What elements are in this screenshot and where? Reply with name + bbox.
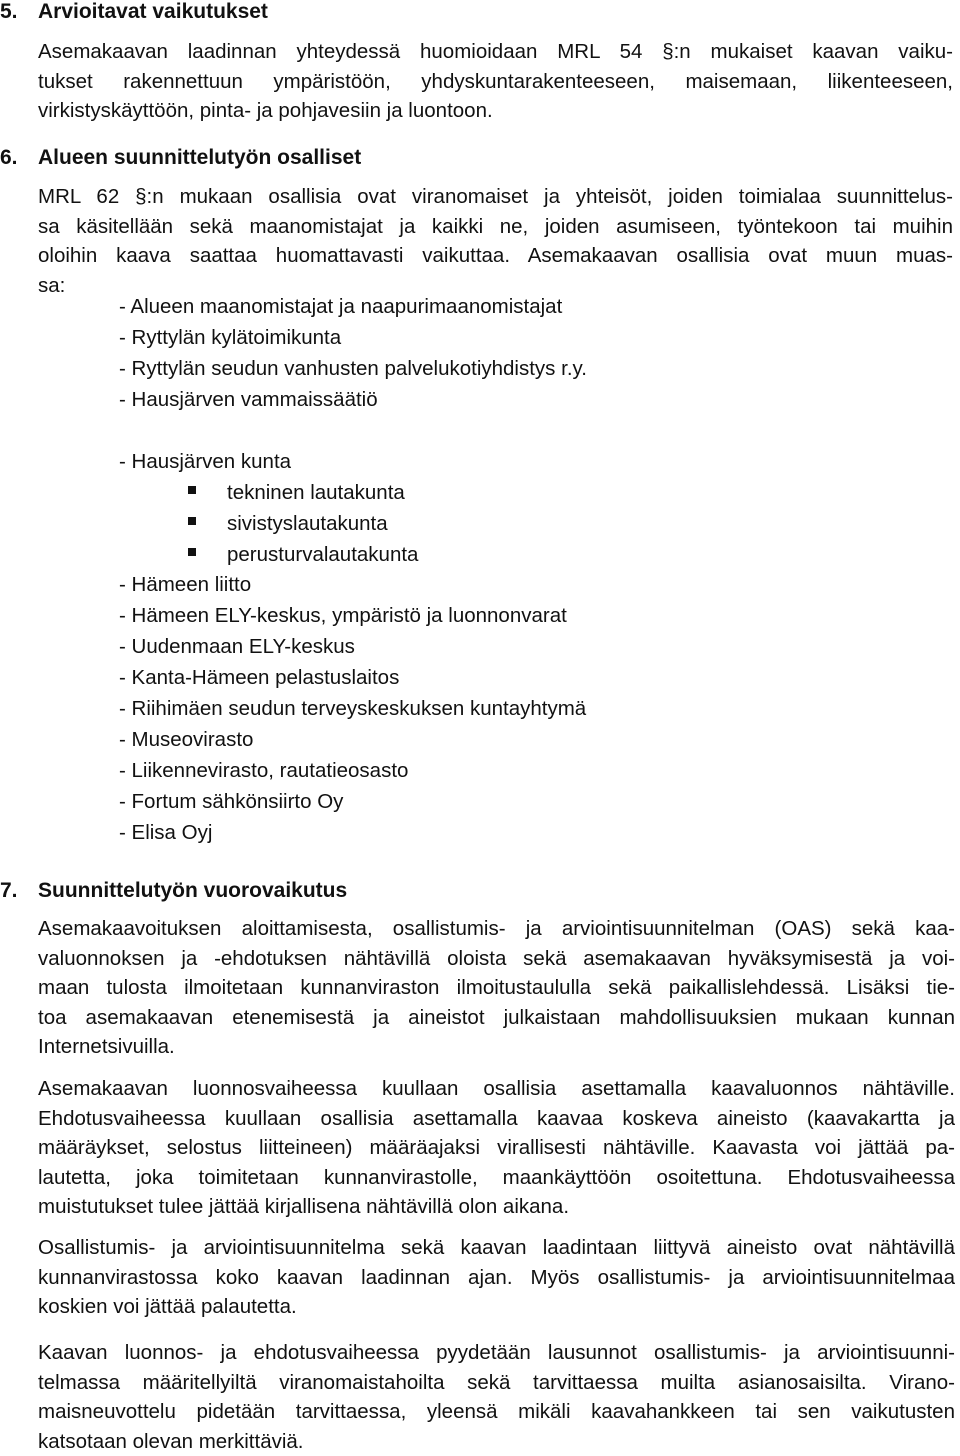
text-line: lautetta, joka toimitetaan kunnanvirastolle, maankäyttöön osoitettuna. Ehdotusvaiheessa xyxy=(38,1163,955,1193)
list-item: - Ryttylän kylätoimikunta xyxy=(119,326,341,350)
section-7-title: Suunnittelutyön vuorovaikutus xyxy=(38,879,347,902)
list-item: - Elisa Oyj xyxy=(119,821,212,845)
sub-list-item: perusturvalautakunta xyxy=(227,543,418,567)
list-item: - Fortum sähkönsiirto Oy xyxy=(119,790,343,814)
text-line: Kaavan luonnos- ja ehdotusvaiheessa pyydetään lausunnot osallistumis- ja arviointisuunni- xyxy=(38,1338,955,1368)
section-5-heading xyxy=(0,0,268,24)
square-bullet-icon xyxy=(188,517,196,525)
list-item: - Hausjärven kunta xyxy=(119,450,291,474)
section-7-paragraph-1 xyxy=(38,914,955,1062)
text-line: valuonnoksen ja -ehdotuksen nähtävillä oloista sekä asemakaavan hyväksymisestä ja voi- xyxy=(38,944,955,974)
text-line: tukset rakennettuun ympäristöön, yhdyskuntarakenteeseen, maisemaan, liikenteeseen, xyxy=(38,67,953,97)
text-line: oloihin kaava saattaa huomattavasti vaikuttaa. Asemakaavan osallisia ovat muun muas- xyxy=(38,241,953,271)
section-6-paragraph xyxy=(38,182,953,300)
section-6-number: 6. xyxy=(0,146,38,170)
list-item: - Alueen maanomistajat ja naapurimaanomistajat xyxy=(119,295,562,319)
square-bullet-icon xyxy=(188,548,196,556)
section-7-paragraph-4 xyxy=(38,1338,955,1456)
section-7-paragraph-2 xyxy=(38,1074,955,1222)
text-line: Ehdotusvaiheessa kuullaan osallisia asettamalla kaavaa koskeva aineisto (kaavakartta ja xyxy=(38,1104,955,1134)
section-7-heading xyxy=(0,879,347,903)
text-line: telmassa määritellyiltä viranomaistahoilta sekä tarvittaessa muilta asianosaisilta. Virano- xyxy=(38,1368,955,1398)
section-6-title: Alueen suunnittelutyön osalliset xyxy=(38,146,361,169)
section-6-heading xyxy=(0,146,361,170)
sub-list-item: tekninen lautakunta xyxy=(227,481,405,505)
section-7-number: 7. xyxy=(0,879,38,903)
text-line: muistutukset tulee jättää kirjallisena nähtävillä olon aikana. xyxy=(38,1192,955,1222)
list-item: - Ryttylän seudun vanhusten palvelukotiyhdistys r.y. xyxy=(119,357,587,381)
list-item: - Hausjärven vammaissäätiö xyxy=(119,388,378,412)
list-item: - Kanta-Hämeen pelastuslaitos xyxy=(119,666,399,690)
sub-list-item: sivistyslautakunta xyxy=(227,512,388,536)
text-line: katsotaan olevan merkittäviä. xyxy=(38,1427,955,1456)
text-line: MRL 62 §:n mukaan osallisia ovat viranomaiset ja yhteisöt, joiden toimialaa suunnittelus- xyxy=(38,182,953,212)
text-line: sa käsitellään sekä maanomistajat ja kaikki ne, joiden asumiseen, työntekoon tai muihin xyxy=(38,212,953,242)
text-line: koskien voi jättää palautetta. xyxy=(38,1292,955,1322)
section-5-title: Arvioitavat vaikutukset xyxy=(38,0,268,23)
list-item: - Hämeen liitto xyxy=(119,573,251,597)
text-line: Asemakaavan luonnosvaiheessa kuullaan osallisia asettamalla kaavaluonnos nähtäville. xyxy=(38,1074,955,1104)
text-line: sa: xyxy=(38,271,953,301)
section-5-number: 5. xyxy=(0,0,38,24)
list-item: - Hämeen ELY-keskus, ympäristö ja luonnonvarat xyxy=(119,604,567,628)
text-line: Osallistumis- ja arviointisuunnitelma sekä kaavan laadintaan liittyvä aineisto ovat nähtävillä xyxy=(38,1233,955,1263)
section-5-paragraph xyxy=(38,37,953,126)
section-7-paragraph-3 xyxy=(38,1233,955,1322)
text-line: määräykset, selostus liitteineen) määräajaksi virallisesti nähtäville. Kaavasta voi jättää pa- xyxy=(38,1133,955,1163)
text-line: Internetsivuilla. xyxy=(38,1032,955,1062)
text-line: Asemakaavan laadinnan yhteydessä huomioidaan MRL 54 §:n mukaiset kaavan vaiku- xyxy=(38,37,953,67)
list-item: - Riihimäen seudun terveyskeskuksen kuntayhtymä xyxy=(119,697,586,721)
text-line: virkistyskäyttöön, pinta- ja pohjavesiin ja luontoon. xyxy=(38,96,953,126)
text-line: maan tulosta ilmoitetaan kunnanviraston ilmoitustaululla sekä paikallislehdessä. Lisäksi tie- xyxy=(38,973,955,1003)
list-item: - Uudenmaan ELY-keskus xyxy=(119,635,355,659)
list-item: - Liikennevirasto, rautatieosasto xyxy=(119,759,408,783)
text-line: maisneuvottelu pidetään tarvittaessa, yleensä mikäli kaavahankkeen tai sen vaikutusten xyxy=(38,1397,955,1427)
text-line: kunnanvirastossa koko kaavan laadinnan ajan. Myös osallistumis- ja arviointisuunnitelmaa xyxy=(38,1263,955,1293)
text-line: toa asemakaavan etenemisestä ja aineistot julkaistaan mahdollisuuksien mukaan kunnan xyxy=(38,1003,955,1033)
text-line: Asemakaavoituksen aloittamisesta, osallistumis- ja arviointisuunnitelman (OAS) sekä kaa- xyxy=(38,914,955,944)
list-item: - Museovirasto xyxy=(119,728,253,752)
square-bullet-icon xyxy=(188,486,196,494)
